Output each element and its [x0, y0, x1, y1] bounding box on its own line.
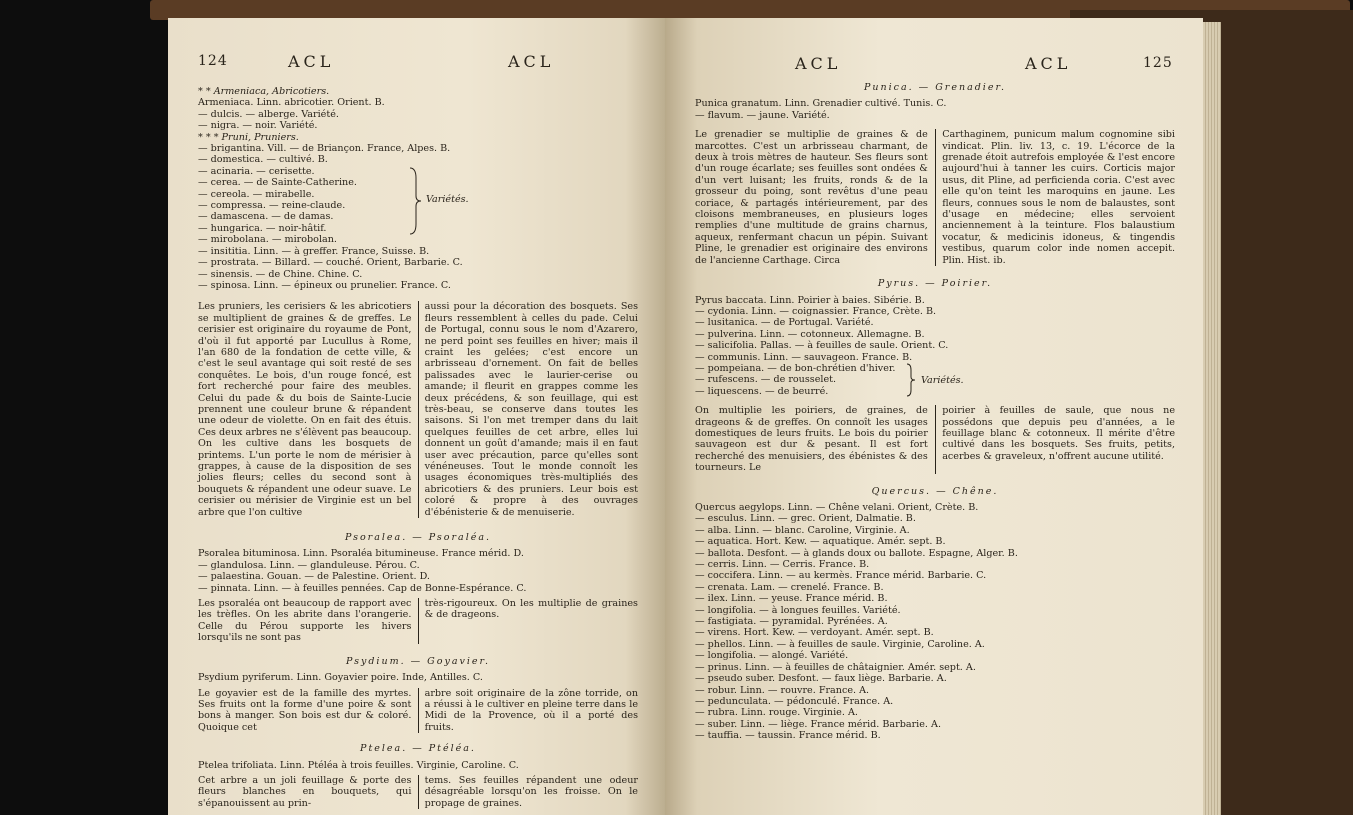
list-item: — ballota. Desfont. — à glands doux ou ballote. Espagne, Alger. B.	[695, 547, 1018, 559]
right-page-content	[695, 54, 1175, 742]
list-item: Psoralea bituminosa. Linn. Psoraléa bitumineuse. France mérid. D.	[198, 548, 524, 560]
section-heading-psydium: Psydium. — Goyavier.	[345, 655, 491, 667]
list-item: — esculus. Linn. — grec. Orient, Dalmatie. B.	[695, 513, 916, 525]
brace-icon	[905, 363, 917, 397]
varietes-label: Variétés.	[426, 194, 469, 205]
list-item: — acinaria. — cerisette.	[198, 165, 315, 177]
section-heading-punica: Punica. — Grenadier.	[863, 82, 1006, 93]
list-item: Punica granatum. Linn. Grenadier cultivé. Tunis. C.	[695, 98, 947, 110]
list-item: — damascena. — de damas.	[198, 211, 334, 223]
list-item: — pinnata. Linn. — à feuilles pennées. Cap de Bonne-Espérance. C.	[198, 582, 527, 594]
list-item: — domestica. — cultivé. B.	[198, 154, 328, 166]
section-heading-ptelea: Ptelea. — Ptéléa.	[360, 743, 476, 755]
paragraph: tems. Ses feuilles répandent une odeur désagréable lorsqu'on les froisse. On le propage de graines.	[424, 774, 638, 809]
list-item: — tauffia. — taussin. France mérid. B.	[695, 730, 881, 742]
paragraph: aussi pour la décoration des bosquets. Ses fleurs ressemblent à celles du pade. Celui de Portugal, connu sous le nom d'Azarero, ne perd point ses feuilles en hiver; mais il craint les gelées; c'est encore un arbrisseau d'ornement. On fait de belles palissades avec le laurier-cerise ou amande; il fleurit en grappes comme les deux précédens, & son feuillage, qui est très-beau, se conserve dans toutes les saisons. Si l'on met tremper dans du lait quelques feuilles de cet arbre, elles lui donnent un goût d'amande; mais il en faut user avec précaution, parce qu'elles sont vénéneuses. Tout le monde connoît les usages économiques très-multipliés des abricotiers & des pruniers. Leur bois est coloré & propre à des ouvrages d'ébénisterie & de menuiserie.	[424, 301, 638, 518]
varietes-label: Variétés.	[921, 374, 964, 386]
list-item: — cerea. — de Sainte-Catherine.	[198, 177, 357, 189]
list-item: — alba. Linn. — blanc. Caroline, Virginie. A.	[695, 524, 910, 536]
list-item: — rufescens. — de rousselet.	[695, 374, 837, 386]
paragraph: On multiplie les poiriers, de graines, de drageons & de greffes. On connoît les usages domestiques de leurs fruits. Le bois du poirier sauvageon est dur & pesant. Il est fort recherché des menuisiers, des ébénistes & des tourneurs. Le	[695, 405, 928, 474]
column-rule	[418, 598, 419, 644]
paragraph: Les pruniers, les cerisiers & les abricotiers se multiplient de graines & de greffes. Le cerisier est originaire du royaume de Pont, d'où il fut apporté par Lucullus à Rome, l'an 680 de la fondation de cette ville, & c'est le seul avantage qui soit resté de ses conquêtes. Le bois, d'un rouge foncé, est fort recherché pour faire des meubles. Celui du pade & du bois de Sainte-Lucie prennent une couleur brune & répandent une odeur de violette. On en fait des étuis. Ces deux arbres ne s'élèvent pas beaucoup. On les cultive dans les bosquets de printems. L'un porte le nom de mérisier à grappes, à cause de la disposition de ses jolies fleurs; celles du second sont à bouquets & répandent une odeur suave. Le cerisier ou mérisier de Virginie est un bel arbre que l'on cultive	[198, 301, 412, 518]
column-rule	[418, 301, 419, 518]
list-item: — glandulosa. Linn. — glanduleuse. Pérou. C.	[198, 559, 420, 571]
list-item: — compressa. — reine-claude.	[198, 200, 346, 212]
psoralea-text-columns	[198, 598, 638, 644]
list-item: — palaestina. Gouan. — de Palestine. Orient. D.	[198, 571, 430, 583]
pyrus-text-columns	[695, 405, 1175, 473]
list-item: — flavum. — jaune. Variété.	[695, 109, 830, 121]
left-page	[168, 18, 665, 815]
list-item: — aquatica. Hort. Kew. — aquatique. Amér. sept. B.	[695, 536, 946, 548]
list-item: — sinensis. — de Chine. Chine. C.	[198, 268, 363, 280]
ptelea-text-columns	[198, 775, 638, 809]
list-item: — communis. Linn. — sauvageon. France. B.	[695, 351, 913, 363]
page-number: 125	[1143, 55, 1173, 71]
list-item: — phellos. Linn. — à feuilles de saule. Virginie, Caroline. A.	[695, 638, 985, 650]
list-item: — robur. Linn. — rouvre. France. A.	[695, 684, 870, 696]
paragraph: poirier à feuilles de saule, que nous ne possédons que depuis peu d'années, a le feuillage blanc & cotonneux. Il mérite d'être cultivé dans les bosquets. Ses fruits, petits, acerbes & graveleux, n'offrent aucune utilité.	[942, 405, 1175, 462]
psydium-text-columns	[198, 688, 638, 734]
list-item: — coccifera. Linn. — au kermès. France mérid. Barbarie. C.	[695, 570, 987, 582]
list-item: — prinus. Linn. — à feuilles de châtaignier. Amér. sept. A.	[695, 661, 976, 673]
list-item: — ilex. Linn. — yeuse. France mérid. B.	[695, 593, 888, 605]
pyrus-entry-list	[695, 295, 1175, 398]
list-item: — lusitanica. — de Portugal. Variété.	[695, 317, 874, 329]
list-item: — prostrata. — Billard. — couché. Orient, Barbarie. C.	[198, 257, 463, 269]
paragraph: Carthaginem, punicum malum cognomine sibi vindicat. Plin. liv. 13, c. 19. L'écorce de la grenade étoit autrefois employée & l'est encore aujourd'hui à tanner les cuirs. Corticis major usus, dit Pline, ad perficienda coria. C'est avec elle qu'on teint les maroquins en jaune. Les fleurs, connues sous le nom de balaustes, sont d'usage en médecine; elles servoient anciennement à la teinture. Flos balaustium vocatur, & medicinis idoneus, & tingendis vestibus, quarum color inde nomen accepit. Plin. Hist. ib.	[942, 129, 1175, 266]
list-item: — pedunculata. — pédonculé. France. A.	[695, 695, 894, 707]
list-item: — mirobolana. — mirobolan.	[198, 234, 337, 246]
list-item: — pulverina. Linn. — cotonneux. Allemagne. B.	[695, 328, 925, 340]
list-item: — crenata. Lam. — crenelé. France. B.	[695, 581, 884, 593]
page-number: 124	[198, 53, 228, 69]
list-item: — cereola. — mirabelle.	[198, 188, 315, 200]
list-item: * * * Pruni, Pruniers.	[198, 131, 299, 143]
list-item: — liquescens. — de beurré.	[695, 385, 829, 397]
list-item: — brigantina. Vill. — de Briançon. France, Alpes. B.	[198, 143, 451, 155]
list-item: — cydonia. Linn. — coignassier. France, Crète. B.	[695, 305, 937, 317]
page-edges	[1203, 22, 1221, 815]
list-item: * * Armeniaca, Abricotiers.	[198, 86, 330, 97]
list-item: Pyrus baccata. Linn. Poirier à baies. Sibérie. B.	[695, 294, 925, 306]
prunus-entry-list	[198, 86, 638, 291]
list-item: — longifolia. — à longues feuilles. Variété.	[695, 604, 901, 616]
paragraph: Les psoraléa ont beaucoup de rapport avec les trèfles. On les abrite dans l'orangerie. Celle du Pérou supporte les hivers lorsqu'ils ne sont pas	[198, 598, 412, 644]
list-item: — suber. Linn. — liège. France mérid. Barbarie. A.	[695, 718, 942, 730]
list-item: — insititia. Linn. — à greffer. France, Suisse. B.	[198, 245, 430, 257]
right-running-head	[695, 54, 1175, 88]
paragraph: arbre soit originaire de la zône torride, on a réussi à le cultiver en pleine terre dans le Midi de la Provence, où il a porté des fruits.	[424, 687, 638, 733]
paragraph: très-rigoureux. On les multiplie de graines & de drageons.	[424, 598, 638, 621]
list-item: — pseudo suber. Desfont. — faux liège. Barbarie. A.	[695, 673, 947, 685]
list-item: — salicifolia. Pallas. — à feuilles de saule. Orient. C.	[695, 340, 949, 352]
list-item: Ptelea trifoliata. Linn. Ptéléa à trois feuilles. Virginie, Caroline. C.	[198, 759, 519, 771]
running-head-left: ACL	[288, 52, 335, 71]
list-item: Armeniaca. Linn. abricotier. Orient. B.	[198, 97, 385, 109]
list-item: — cerris. Linn. — Cerris. France. B.	[695, 559, 870, 571]
list-item: — hungarica. — noir-hâtif.	[198, 222, 327, 234]
left-page-content	[198, 52, 638, 809]
brace-icon	[408, 166, 422, 236]
running-head-right: ACL	[1025, 54, 1072, 73]
running-head-left: ACL	[795, 54, 842, 73]
section-heading-pyrus: Pyrus. — Poirier.	[877, 278, 993, 290]
list-item: Psydium pyriferum. Linn. Goyavier poire. Inde, Antilles. C.	[198, 672, 483, 684]
right-page	[665, 18, 1203, 815]
list-item: — nigra. — noir. Variété.	[198, 120, 318, 132]
prunus-text-columns	[198, 301, 638, 518]
column-rule	[418, 688, 419, 734]
section-heading-quercus: Quercus. — Chêne.	[871, 485, 999, 497]
list-item: — fastigiata. — pyramidal. Pyrénées. A.	[695, 616, 888, 628]
column-rule	[935, 405, 936, 473]
list-item: — dulcis. — alberge. Variété.	[198, 108, 339, 120]
list-item: — virens. Hort. Kew. — verdoyant. Amér. sept. B.	[695, 627, 934, 639]
section-heading-psoralea: Psoralea. — Psoraléa.	[344, 532, 492, 544]
list-item: — spinosa. Linn. — épineux ou prunelier. France. C.	[198, 279, 451, 291]
paragraph: Le grenadier se multiplie de graines & de marcottes. C'est un arbrisseau charmant, de deux à trois mètres de hauteur. Ses fleurs sont d'un rouge écarlate; ses feuilles sont ondées & d'un vert luisant; les fruits, ronds & de la grosseur du poing, sont revêtus d'une peau coriace, & partagés intérieurement, par des cloisons membraneuses, en plusieurs loges remplies d'une multitude de grains charnus, aqueux, renfermant chacun un pépin. Suivant Pline, le grenadier est originaire des environs de l'ancienne Carthage. Circa	[695, 129, 928, 266]
list-item: — pompeiana. — de bon-chrétien d'hiver.	[695, 362, 896, 374]
column-rule	[418, 775, 419, 809]
list-item: Quercus aegylops. Linn. — Chêne velani. Orient, Crète. B.	[695, 502, 979, 513]
paragraph: Le goyavier est de la famille des myrtes. Ses fruits ont la forme d'une poire & sont bons à manger. Son bois est dur & coloré. Quoique cet	[198, 687, 412, 733]
list-item: — longifolia. — alongé. Variété.	[695, 650, 849, 662]
left-running-head	[198, 52, 638, 86]
quercus-entry-list	[695, 502, 1175, 742]
column-rule	[935, 129, 936, 266]
punica-text-columns	[695, 129, 1175, 266]
list-item: — rubra. Linn. rouge. Virginie. A.	[695, 707, 858, 719]
paragraph: Cet arbre a un joli feuillage & porte des fleurs blanches en bouquets, qui s'épanouissent au prin-	[198, 774, 412, 809]
running-head-right: ACL	[508, 52, 555, 71]
